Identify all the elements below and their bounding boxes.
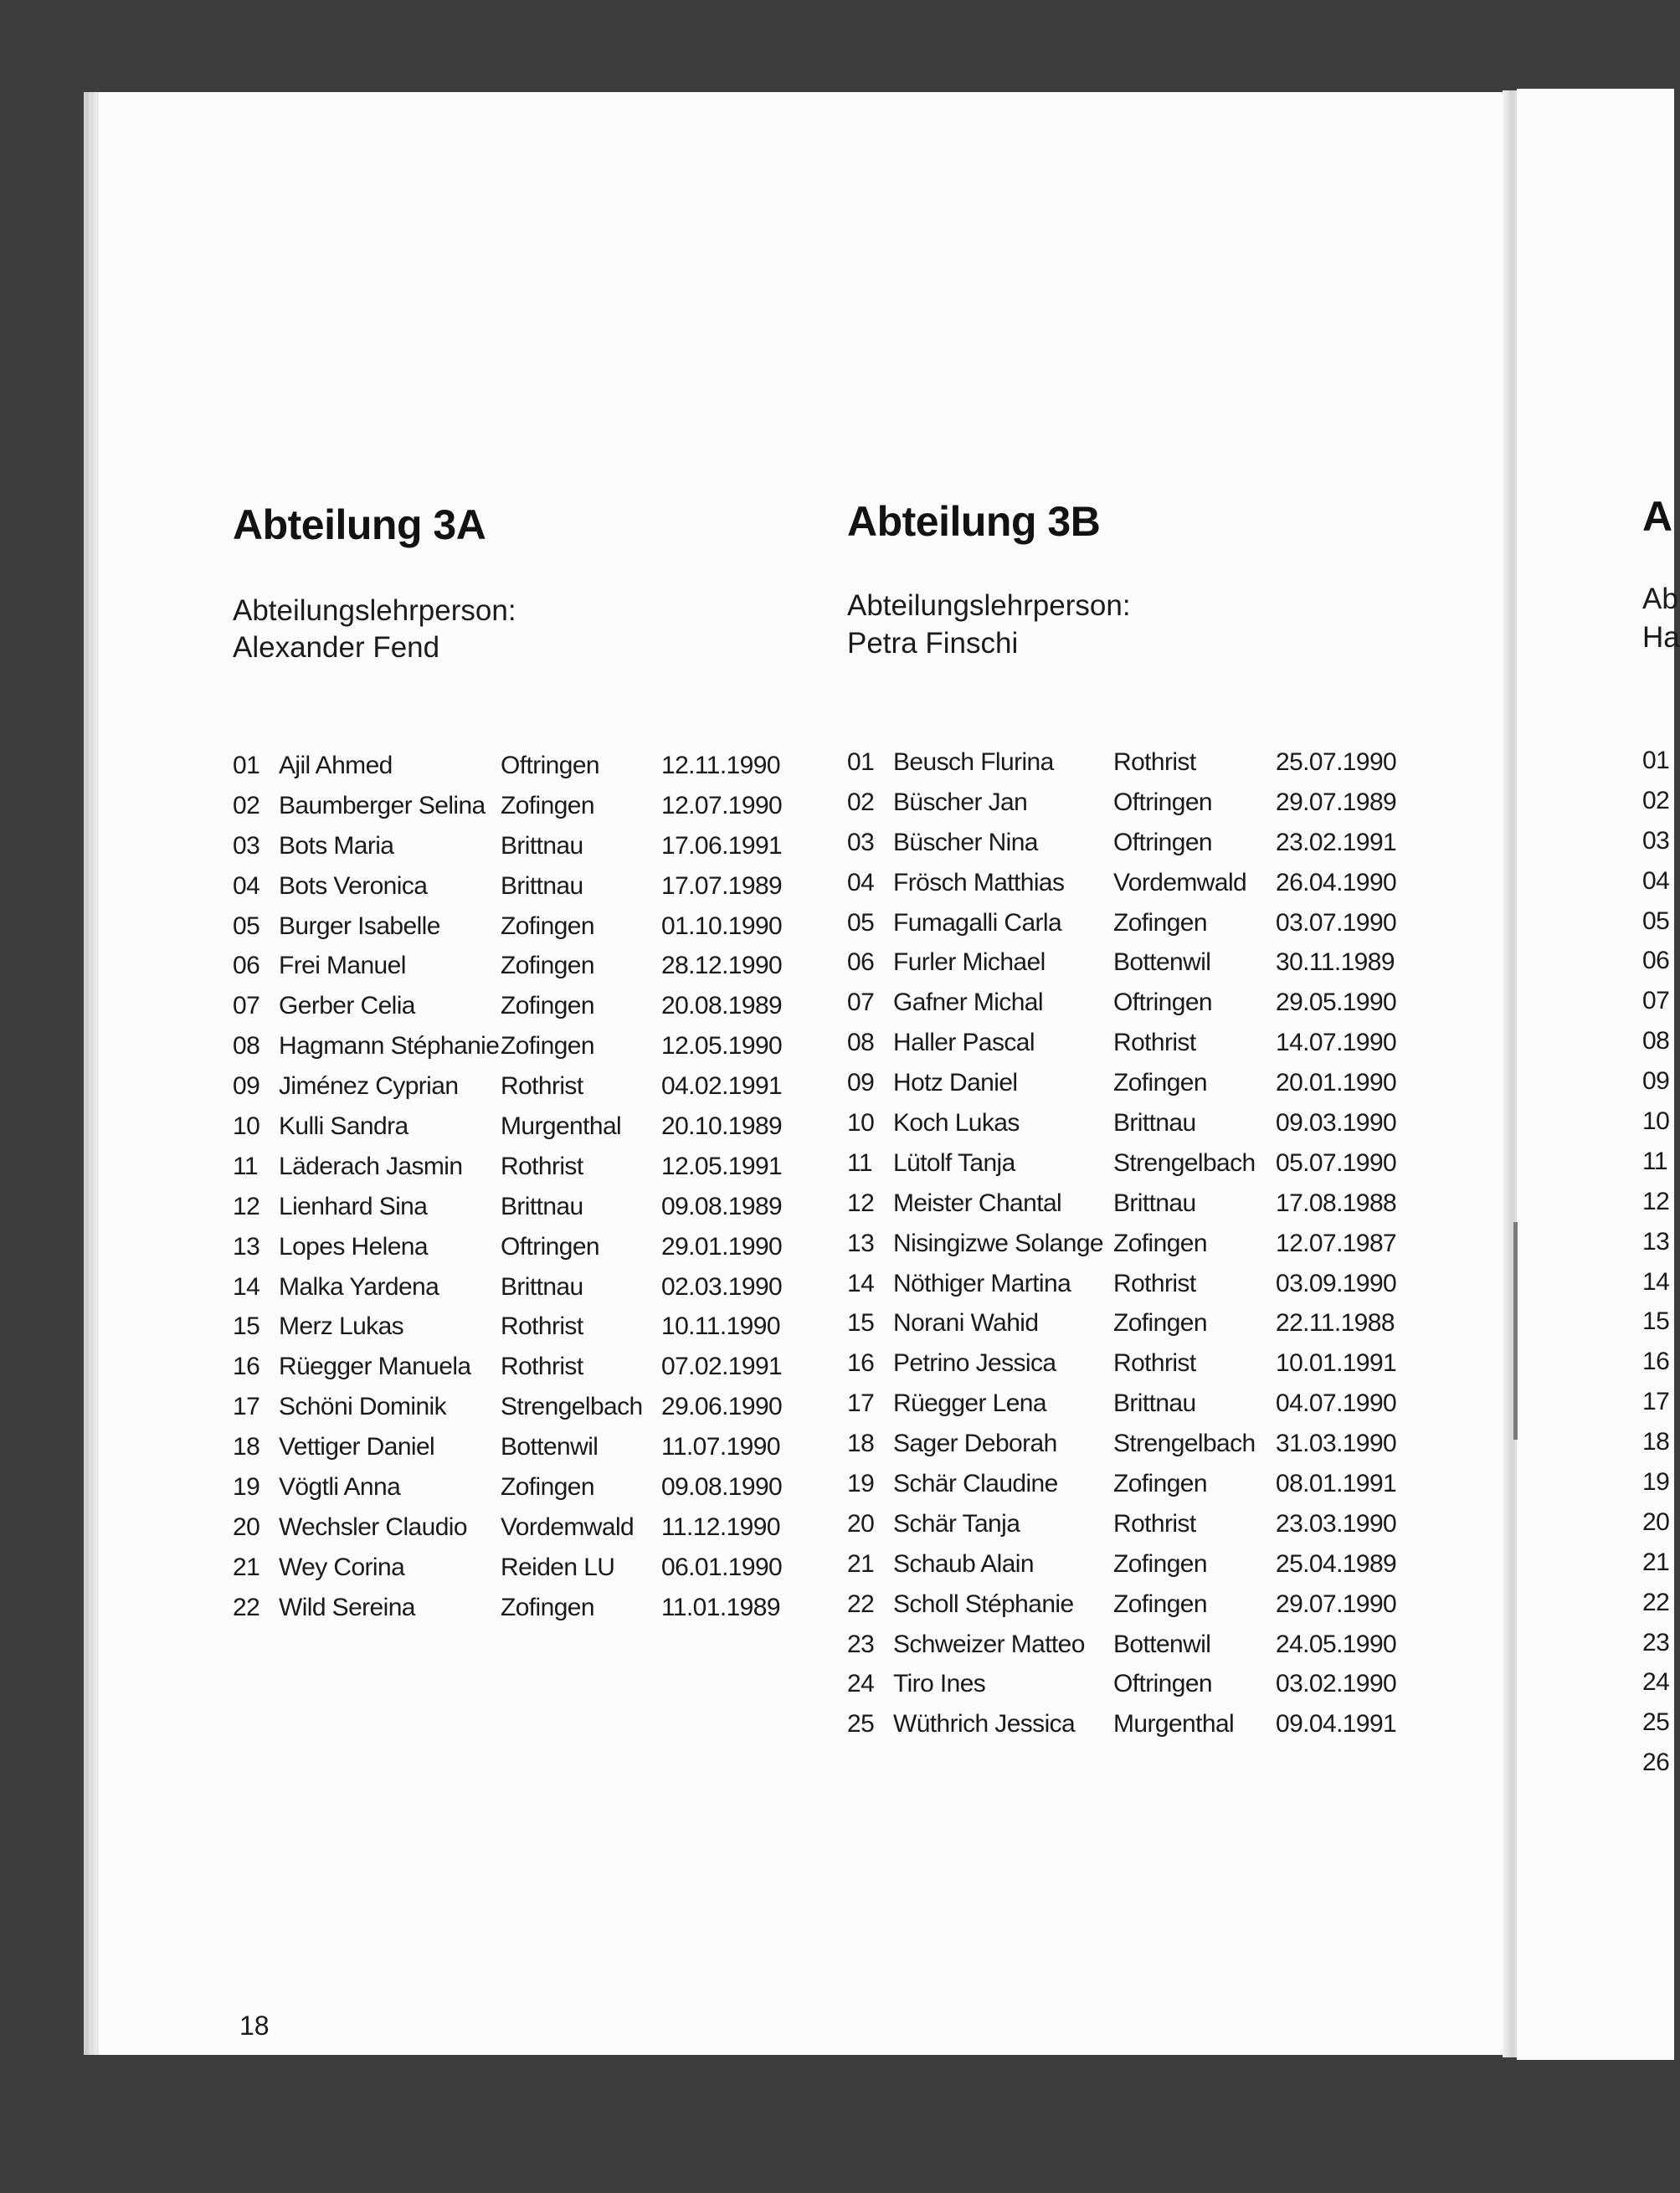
student-number: 08 bbox=[847, 1029, 875, 1057]
student-birthdate: 11.12.1990 bbox=[661, 1513, 780, 1541]
student-number: 02 bbox=[233, 791, 260, 819]
student-number: 12 bbox=[847, 1189, 875, 1217]
student-birthdate: 09.03.1990 bbox=[1276, 1109, 1397, 1138]
student-name: Tiro Ines bbox=[893, 1670, 986, 1698]
student-town: Strengelbach bbox=[1113, 1148, 1256, 1177]
student-number: 15 bbox=[233, 1312, 260, 1341]
student-number: 07 bbox=[847, 989, 875, 1017]
student-name: Koch Lukas bbox=[893, 1109, 1020, 1138]
next-page-row-number: 17 bbox=[1642, 1388, 1670, 1416]
student-name: Schöni Dominik bbox=[279, 1393, 447, 1421]
next-page-row-number: 09 bbox=[1642, 1067, 1670, 1096]
student-town: Brittnau bbox=[1113, 1109, 1196, 1138]
student-number: 16 bbox=[847, 1349, 875, 1378]
student-number: 08 bbox=[233, 1032, 260, 1061]
student-name: Hotz Daniel bbox=[893, 1069, 1018, 1097]
student-number: 24 bbox=[847, 1670, 875, 1698]
student-town: Strengelbach bbox=[501, 1393, 643, 1421]
student-town: Brittnau bbox=[501, 1192, 583, 1220]
student-town: Rothrist bbox=[501, 1312, 583, 1341]
student-town: Bottenwil bbox=[1113, 1630, 1211, 1658]
gutter-shadow bbox=[1513, 1222, 1518, 1440]
student-town: Zofingen bbox=[1113, 908, 1207, 937]
next-page-row-number: 11 bbox=[1642, 1147, 1667, 1175]
student-number: 13 bbox=[233, 1232, 260, 1261]
student-birthdate: 25.04.1989 bbox=[1276, 1549, 1397, 1578]
teacher-label: Abteilungslehrperson: bbox=[233, 594, 516, 627]
page-number: 18 bbox=[239, 2011, 270, 2041]
student-number: 03 bbox=[233, 831, 260, 860]
student-number: 09 bbox=[847, 1069, 875, 1097]
next-page-row-number: 19 bbox=[1642, 1468, 1670, 1497]
section-title: Abteilung 3A bbox=[233, 501, 486, 548]
student-town: Zofingen bbox=[501, 912, 594, 940]
student-town: Zofingen bbox=[1113, 1549, 1207, 1578]
student-name: Meister Chantal bbox=[893, 1189, 1062, 1217]
student-name: Kulli Sandra bbox=[279, 1112, 408, 1141]
next-page-row-number: 05 bbox=[1642, 906, 1670, 935]
student-town: Oftringen bbox=[1113, 989, 1212, 1017]
student-town: Oftringen bbox=[1113, 1670, 1212, 1698]
student-town: Rothrist bbox=[1113, 1029, 1196, 1057]
student-number: 17 bbox=[233, 1393, 260, 1421]
student-birthdate: 03.07.1990 bbox=[1276, 908, 1397, 937]
section-title: Abteilung 3B bbox=[847, 498, 1101, 545]
student-birthdate: 04.02.1991 bbox=[661, 1072, 783, 1101]
student-name: Schaub Alain bbox=[893, 1549, 1034, 1578]
student-town: Zofingen bbox=[1113, 1069, 1207, 1097]
student-birthdate: 12.05.1991 bbox=[661, 1152, 783, 1180]
student-number: 10 bbox=[847, 1109, 875, 1138]
next-page-number-column bbox=[1642, 747, 1674, 1789]
next-page-row-number: 26 bbox=[1642, 1749, 1670, 1777]
student-town: Oftringen bbox=[501, 1232, 599, 1261]
student-name: Merz Lukas bbox=[279, 1312, 404, 1341]
student-town: Rothrist bbox=[501, 1353, 583, 1381]
student-birthdate: 10.11.1990 bbox=[661, 1312, 780, 1341]
student-number: 16 bbox=[233, 1353, 260, 1381]
student-number: 06 bbox=[233, 952, 260, 980]
student-birthdate: 29.05.1990 bbox=[1276, 989, 1397, 1017]
student-town: Brittnau bbox=[1113, 1189, 1196, 1217]
student-number: 19 bbox=[847, 1470, 875, 1498]
student-birthdate: 30.11.1989 bbox=[1276, 948, 1395, 977]
student-number: 22 bbox=[847, 1590, 875, 1618]
student-birthdate: 12.05.1990 bbox=[661, 1032, 783, 1061]
student-number: 06 bbox=[847, 948, 875, 977]
next-page-row-number: 10 bbox=[1642, 1107, 1670, 1136]
student-birthdate: 01.10.1990 bbox=[661, 912, 783, 940]
student-name: Beusch Flurina bbox=[893, 748, 1054, 776]
student-town: Brittnau bbox=[1113, 1389, 1196, 1418]
student-town: Zofingen bbox=[1113, 1470, 1207, 1498]
student-birthdate: 24.05.1990 bbox=[1276, 1630, 1397, 1658]
student-name: Scholl Stéphanie bbox=[893, 1590, 1074, 1618]
next-page-row-number: 13 bbox=[1642, 1227, 1670, 1256]
student-number: 07 bbox=[233, 992, 260, 1020]
student-name: Malka Yardena bbox=[279, 1272, 439, 1301]
student-town: Vordemwald bbox=[1113, 868, 1247, 896]
student-number: 15 bbox=[847, 1309, 875, 1338]
student-birthdate: 07.02.1991 bbox=[661, 1353, 783, 1381]
student-birthdate: 05.07.1990 bbox=[1276, 1148, 1397, 1177]
student-name: Fumagalli Carla bbox=[893, 908, 1062, 937]
student-name: Sager Deborah bbox=[893, 1430, 1057, 1458]
student-birthdate: 03.09.1990 bbox=[1276, 1269, 1397, 1297]
student-town: Zofingen bbox=[501, 791, 594, 819]
student-name: Vögtli Anna bbox=[279, 1473, 401, 1502]
student-town: Bottenwil bbox=[501, 1433, 599, 1461]
next-page-row-number: 22 bbox=[1642, 1588, 1670, 1616]
student-town: Bottenwil bbox=[1113, 948, 1211, 977]
student-name: Wey Corina bbox=[279, 1553, 405, 1581]
student-name: Bots Maria bbox=[279, 831, 394, 860]
student-town: Zofingen bbox=[501, 1593, 594, 1621]
teacher-name: Alexander Fend bbox=[233, 631, 440, 664]
student-name: Schär Claudine bbox=[893, 1470, 1058, 1498]
student-birthdate: 26.04.1990 bbox=[1276, 868, 1397, 896]
next-page-row-number: 18 bbox=[1642, 1428, 1670, 1456]
student-birthdate: 20.08.1989 bbox=[661, 992, 783, 1020]
student-number: 13 bbox=[847, 1229, 875, 1257]
student-name: Büscher Nina bbox=[893, 828, 1038, 856]
student-birthdate: 12.07.1990 bbox=[661, 791, 783, 819]
student-number: 04 bbox=[847, 868, 875, 896]
student-birthdate: 25.07.1990 bbox=[1276, 748, 1397, 776]
student-town: Zofingen bbox=[1113, 1590, 1207, 1618]
student-name: Lütolf Tanja bbox=[893, 1148, 1015, 1177]
student-birthdate: 11.01.1989 bbox=[661, 1593, 780, 1621]
student-number: 20 bbox=[233, 1513, 260, 1541]
next-page-row-number: 03 bbox=[1642, 826, 1670, 855]
student-town: Zofingen bbox=[501, 992, 594, 1020]
next-page-teacher-name-partial: Ha bbox=[1642, 621, 1680, 654]
next-page-row-number: 25 bbox=[1642, 1708, 1670, 1737]
student-number: 14 bbox=[847, 1269, 875, 1297]
student-name: Wild Sereina bbox=[279, 1593, 415, 1621]
student-name: Norani Wahid bbox=[893, 1309, 1039, 1338]
student-birthdate: 23.02.1991 bbox=[1276, 828, 1397, 856]
next-page-title-partial: A bbox=[1642, 493, 1673, 540]
student-name: Läderach Jasmin bbox=[279, 1152, 463, 1180]
student-name: Büscher Jan bbox=[893, 788, 1028, 816]
student-name: Haller Pascal bbox=[893, 1029, 1035, 1057]
student-name: Lienhard Sina bbox=[279, 1192, 428, 1220]
student-birthdate: 09.04.1991 bbox=[1276, 1710, 1397, 1738]
student-birthdate: 23.03.1990 bbox=[1276, 1509, 1397, 1538]
student-town: Brittnau bbox=[501, 831, 583, 860]
next-page-row-number: 12 bbox=[1642, 1187, 1670, 1215]
next-page-row-number: 04 bbox=[1642, 866, 1670, 895]
student-name: Frei Manuel bbox=[279, 952, 406, 980]
student-birthdate: 20.10.1989 bbox=[661, 1112, 783, 1141]
student-number: 03 bbox=[847, 828, 875, 856]
student-number: 14 bbox=[233, 1272, 260, 1301]
student-birthdate: 03.02.1990 bbox=[1276, 1670, 1397, 1698]
student-birthdate: 29.06.1990 bbox=[661, 1393, 783, 1421]
student-name: Hagmann Stéphanie bbox=[279, 1032, 500, 1061]
next-page-row-number: 01 bbox=[1642, 747, 1670, 774]
student-name: Furler Michael bbox=[893, 948, 1046, 977]
student-town: Rothrist bbox=[1113, 748, 1196, 776]
student-number: 10 bbox=[233, 1112, 260, 1141]
student-name: Schär Tanja bbox=[893, 1509, 1020, 1538]
next-page-row-number: 07 bbox=[1642, 987, 1670, 1015]
student-town: Murgenthal bbox=[1113, 1710, 1235, 1738]
student-name: Rüegger Manuela bbox=[279, 1353, 471, 1381]
student-town: Oftringen bbox=[1113, 788, 1212, 816]
student-number: 21 bbox=[847, 1549, 875, 1578]
student-birthdate: 09.08.1990 bbox=[661, 1473, 783, 1502]
student-birthdate: 29.01.1990 bbox=[661, 1232, 783, 1261]
next-page-row-number: 06 bbox=[1642, 947, 1670, 975]
student-number: 18 bbox=[847, 1430, 875, 1458]
next-page-row-number: 24 bbox=[1642, 1668, 1670, 1697]
student-name: Jiménez Cyprian bbox=[279, 1072, 459, 1101]
student-town: Oftringen bbox=[501, 752, 599, 779]
next-page-row-number: 23 bbox=[1642, 1628, 1670, 1656]
student-name: Vettiger Daniel bbox=[279, 1433, 435, 1461]
student-number: 18 bbox=[233, 1433, 260, 1461]
student-birthdate: 12.11.1990 bbox=[661, 752, 780, 779]
student-number: 11 bbox=[233, 1152, 258, 1180]
student-town: Rothrist bbox=[501, 1072, 583, 1101]
student-number: 02 bbox=[847, 788, 875, 816]
student-town: Zofingen bbox=[501, 1473, 594, 1502]
student-town: Rothrist bbox=[1113, 1509, 1196, 1538]
student-number: 01 bbox=[233, 752, 260, 779]
student-birthdate: 31.03.1990 bbox=[1276, 1430, 1397, 1458]
student-town: Rothrist bbox=[1113, 1269, 1196, 1297]
student-town: Murgenthal bbox=[501, 1112, 622, 1141]
student-birthdate: 29.07.1989 bbox=[1276, 788, 1397, 816]
student-birthdate: 11.07.1990 bbox=[661, 1433, 780, 1461]
student-town: Rothrist bbox=[501, 1152, 583, 1180]
next-page-row-number: 14 bbox=[1642, 1267, 1670, 1296]
student-number: 19 bbox=[233, 1473, 260, 1502]
student-town: Brittnau bbox=[501, 871, 583, 900]
student-name: Nisingizwe Solange bbox=[893, 1229, 1104, 1257]
student-birthdate: 28.12.1990 bbox=[661, 952, 783, 980]
student-town: Vordemwald bbox=[501, 1513, 634, 1541]
student-name: Schweizer Matteo bbox=[893, 1630, 1085, 1658]
student-birthdate: 09.08.1989 bbox=[661, 1192, 783, 1220]
student-name: Ajil Ahmed bbox=[279, 752, 393, 779]
student-birthdate: 12.07.1987 bbox=[1276, 1229, 1397, 1257]
next-page-row-number: 21 bbox=[1642, 1548, 1670, 1576]
student-name: Frösch Matthias bbox=[893, 868, 1065, 896]
next-page-row-number: 16 bbox=[1642, 1348, 1670, 1376]
student-birthdate: 06.01.1990 bbox=[661, 1553, 783, 1581]
student-number: 05 bbox=[233, 912, 260, 940]
student-birthdate: 04.07.1990 bbox=[1276, 1389, 1397, 1418]
student-number: 20 bbox=[847, 1509, 875, 1538]
student-name: Nöthiger Martina bbox=[893, 1269, 1071, 1297]
student-number: 11 bbox=[847, 1148, 872, 1177]
student-town: Brittnau bbox=[501, 1272, 583, 1301]
student-town: Zofingen bbox=[1113, 1229, 1207, 1257]
student-number: 01 bbox=[847, 748, 875, 776]
student-town: Zofingen bbox=[501, 1032, 594, 1061]
student-name: Bots Veronica bbox=[279, 871, 428, 900]
student-town: Rothrist bbox=[1113, 1349, 1196, 1378]
student-name: Wüthrich Jessica bbox=[893, 1710, 1076, 1738]
teacher-name: Petra Finschi bbox=[847, 627, 1019, 660]
student-birthdate: 02.03.1990 bbox=[661, 1272, 783, 1301]
next-page-row-number: 08 bbox=[1642, 1027, 1670, 1055]
student-name: Gafner Michal bbox=[893, 989, 1043, 1017]
student-town: Zofingen bbox=[1113, 1309, 1207, 1338]
student-birthdate: 08.01.1991 bbox=[1276, 1470, 1397, 1498]
student-name: Baumberger Selina bbox=[279, 791, 486, 819]
student-number: 23 bbox=[847, 1630, 875, 1658]
student-birthdate: 22.11.1988 bbox=[1276, 1309, 1395, 1338]
student-number: 17 bbox=[847, 1389, 875, 1418]
student-birthdate: 17.07.1989 bbox=[661, 871, 783, 900]
student-town: Zofingen bbox=[501, 952, 594, 980]
student-number: 04 bbox=[233, 871, 260, 900]
student-name: Lopes Helena bbox=[279, 1232, 428, 1261]
student-number: 12 bbox=[233, 1192, 260, 1220]
student-birthdate: 29.07.1990 bbox=[1276, 1590, 1397, 1618]
student-birthdate: 10.01.1991 bbox=[1276, 1349, 1397, 1378]
next-page-row-number: 15 bbox=[1642, 1307, 1670, 1336]
student-birthdate: 14.07.1990 bbox=[1276, 1029, 1397, 1057]
teacher-label: Abteilungslehrperson: bbox=[847, 589, 1131, 622]
student-number: 25 bbox=[847, 1710, 875, 1738]
student-number: 09 bbox=[233, 1072, 260, 1101]
student-birthdate: 20.01.1990 bbox=[1276, 1069, 1397, 1097]
student-town: Reiden LU bbox=[501, 1553, 615, 1581]
student-birthdate: 17.06.1991 bbox=[661, 831, 783, 860]
next-page-teacher-label-partial: Ab bbox=[1642, 583, 1678, 615]
student-town: Strengelbach bbox=[1113, 1430, 1256, 1458]
student-number: 05 bbox=[847, 908, 875, 937]
student-name: Wechsler Claudio bbox=[279, 1513, 467, 1541]
student-town: Oftringen bbox=[1113, 828, 1212, 856]
student-number: 21 bbox=[233, 1553, 260, 1581]
student-birthdate: 17.08.1988 bbox=[1276, 1189, 1397, 1217]
student-name: Petrino Jessica bbox=[893, 1349, 1056, 1378]
next-page-row-number: 02 bbox=[1642, 786, 1670, 814]
student-name: Rüegger Lena bbox=[893, 1389, 1046, 1418]
student-number: 22 bbox=[233, 1593, 260, 1621]
student-name: Gerber Celia bbox=[279, 992, 415, 1020]
next-page-row-number: 20 bbox=[1642, 1507, 1670, 1536]
student-name: Burger Isabelle bbox=[279, 912, 440, 940]
